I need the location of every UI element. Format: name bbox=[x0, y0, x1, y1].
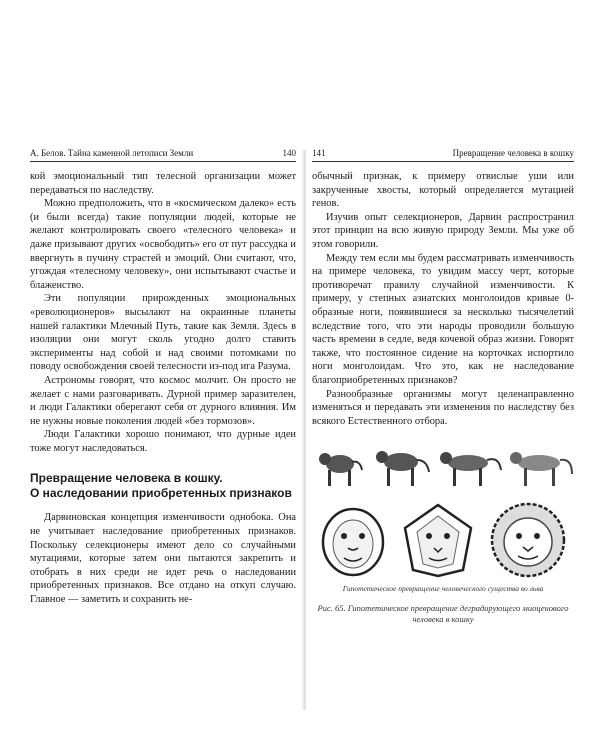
section-title-line-1: Превращение человека в кошку. bbox=[30, 471, 223, 486]
paragraph: Между тем если мы будем рассматривать изменчивость на примере человека, то увидим массу черт, которые противоречат правилу случайной изменчивости. К примеру, у степных азиатских монголоидов кривые 0-образные ноги, появившиеся за несколько тысячелетий вследствие того, что эти народы проводили большую часть времени в седле, ведя кочевой образ жизни. Говорят также, что постоянное сидение на корточках испортило ноги монголоидам. Что это, как не наследование благоприобретенных признаков? bbox=[312, 252, 574, 386]
creature-sequence bbox=[312, 446, 574, 490]
figure-caption: Рис. 65. Гипотетическое превращение деградирующего миоценового человека в кошку bbox=[317, 603, 569, 625]
left-body-text-after-title bbox=[30, 511, 296, 606]
primate-cat-illustration-icon bbox=[433, 446, 503, 490]
paragraph: Дарвиновская концепция изменчивости однобока. Она не учитывает наследование приобретенных признаков. Поскольку селекционеры имеют дело со случайными мутациями, которые затем они пытаются закрепить и отобрать в них среди не идет речь о наследовании приобретенных признаков. Все отдано на откуп случаю. Главное — заметить и сохранить не- bbox=[30, 512, 296, 606]
paragraph: Эти популяции прирожденных эмоциональных «революционеров» высылают на окраинные планеты нашей галактики Млечный Путь, такие как Земля. Здесь в изоляции они могут сколь угодно долго ставить эксперименты над собой и над своими потомками по поводу освобождения своей телесности из-под ига Разума. bbox=[30, 293, 296, 373]
section-title bbox=[30, 471, 296, 501]
right-page bbox=[312, 148, 574, 668]
hybrid-face-illustration-icon bbox=[401, 502, 475, 578]
left-header-title: А. Белов. Тайна каменной летописи Земли bbox=[30, 148, 194, 158]
section-title-line-2: О наследовании приобретенных признаков bbox=[30, 486, 292, 501]
monkey-illustration-icon bbox=[369, 446, 433, 490]
paragraph: кой эмоциональный тип телесной организации может передаваться по наследству. bbox=[30, 171, 296, 196]
lion-face-illustration-icon bbox=[488, 500, 568, 578]
paragraph: Люди Галактики хорошо понимают, что дурные идеи тоже могут наследоваться. bbox=[30, 429, 296, 454]
paragraph: Разнообразные организмы могут целенаправленно изменяться и передавать эти изменения по наследству без всякого Естественного отбора. bbox=[312, 388, 574, 427]
book-gutter bbox=[301, 150, 307, 710]
left-page bbox=[30, 148, 296, 668]
paragraph: Изучив опыт селекционеров, Дарвин распространил этот принцип на всю живую природу Земли. Мы уже об этом говорили. bbox=[312, 211, 574, 250]
big-cat-illustration-icon bbox=[504, 446, 574, 490]
left-page-number: 140 bbox=[282, 148, 296, 158]
figure-inner-caption: Гипотетическое превращение человеческого существа во льва bbox=[342, 584, 544, 594]
right-page-number: 141 bbox=[312, 148, 326, 158]
ape-man-illustration-icon bbox=[312, 448, 368, 490]
face-sequence bbox=[312, 500, 574, 578]
ape-face-illustration-icon bbox=[318, 504, 388, 578]
left-body-text bbox=[30, 170, 296, 455]
right-running-header bbox=[312, 148, 574, 162]
paragraph: Астрономы говорят, что космос молчит. Он просто не желает с нами разговаривать. Дурной пример заразителен, и люди Галактики оберегают себя от дурного влияния. Им не нужны новые поколения людей «без тормозов». bbox=[30, 374, 296, 427]
paragraph: Можно предположить, что в «космическом далеко» есть (и были всегда) такие популяции людей, которые не желают контролировать своего «телесного человека» и даже призывают других «освободить» его от пут рассудка и ввергнуть в пучину страстей и эмоций. Они считают, что, угождая «телесному человеку», они испытывают счастье и блаженство. bbox=[30, 198, 296, 291]
left-running-header bbox=[30, 148, 296, 162]
right-body-text bbox=[312, 170, 574, 428]
right-header-title: Превращение человека в кошку bbox=[452, 148, 574, 158]
figure-65 bbox=[312, 446, 574, 625]
paragraph: обычный признак, к примеру отвислые уши или закрученные хвосты, который определяется мутацией генов. bbox=[312, 171, 574, 210]
